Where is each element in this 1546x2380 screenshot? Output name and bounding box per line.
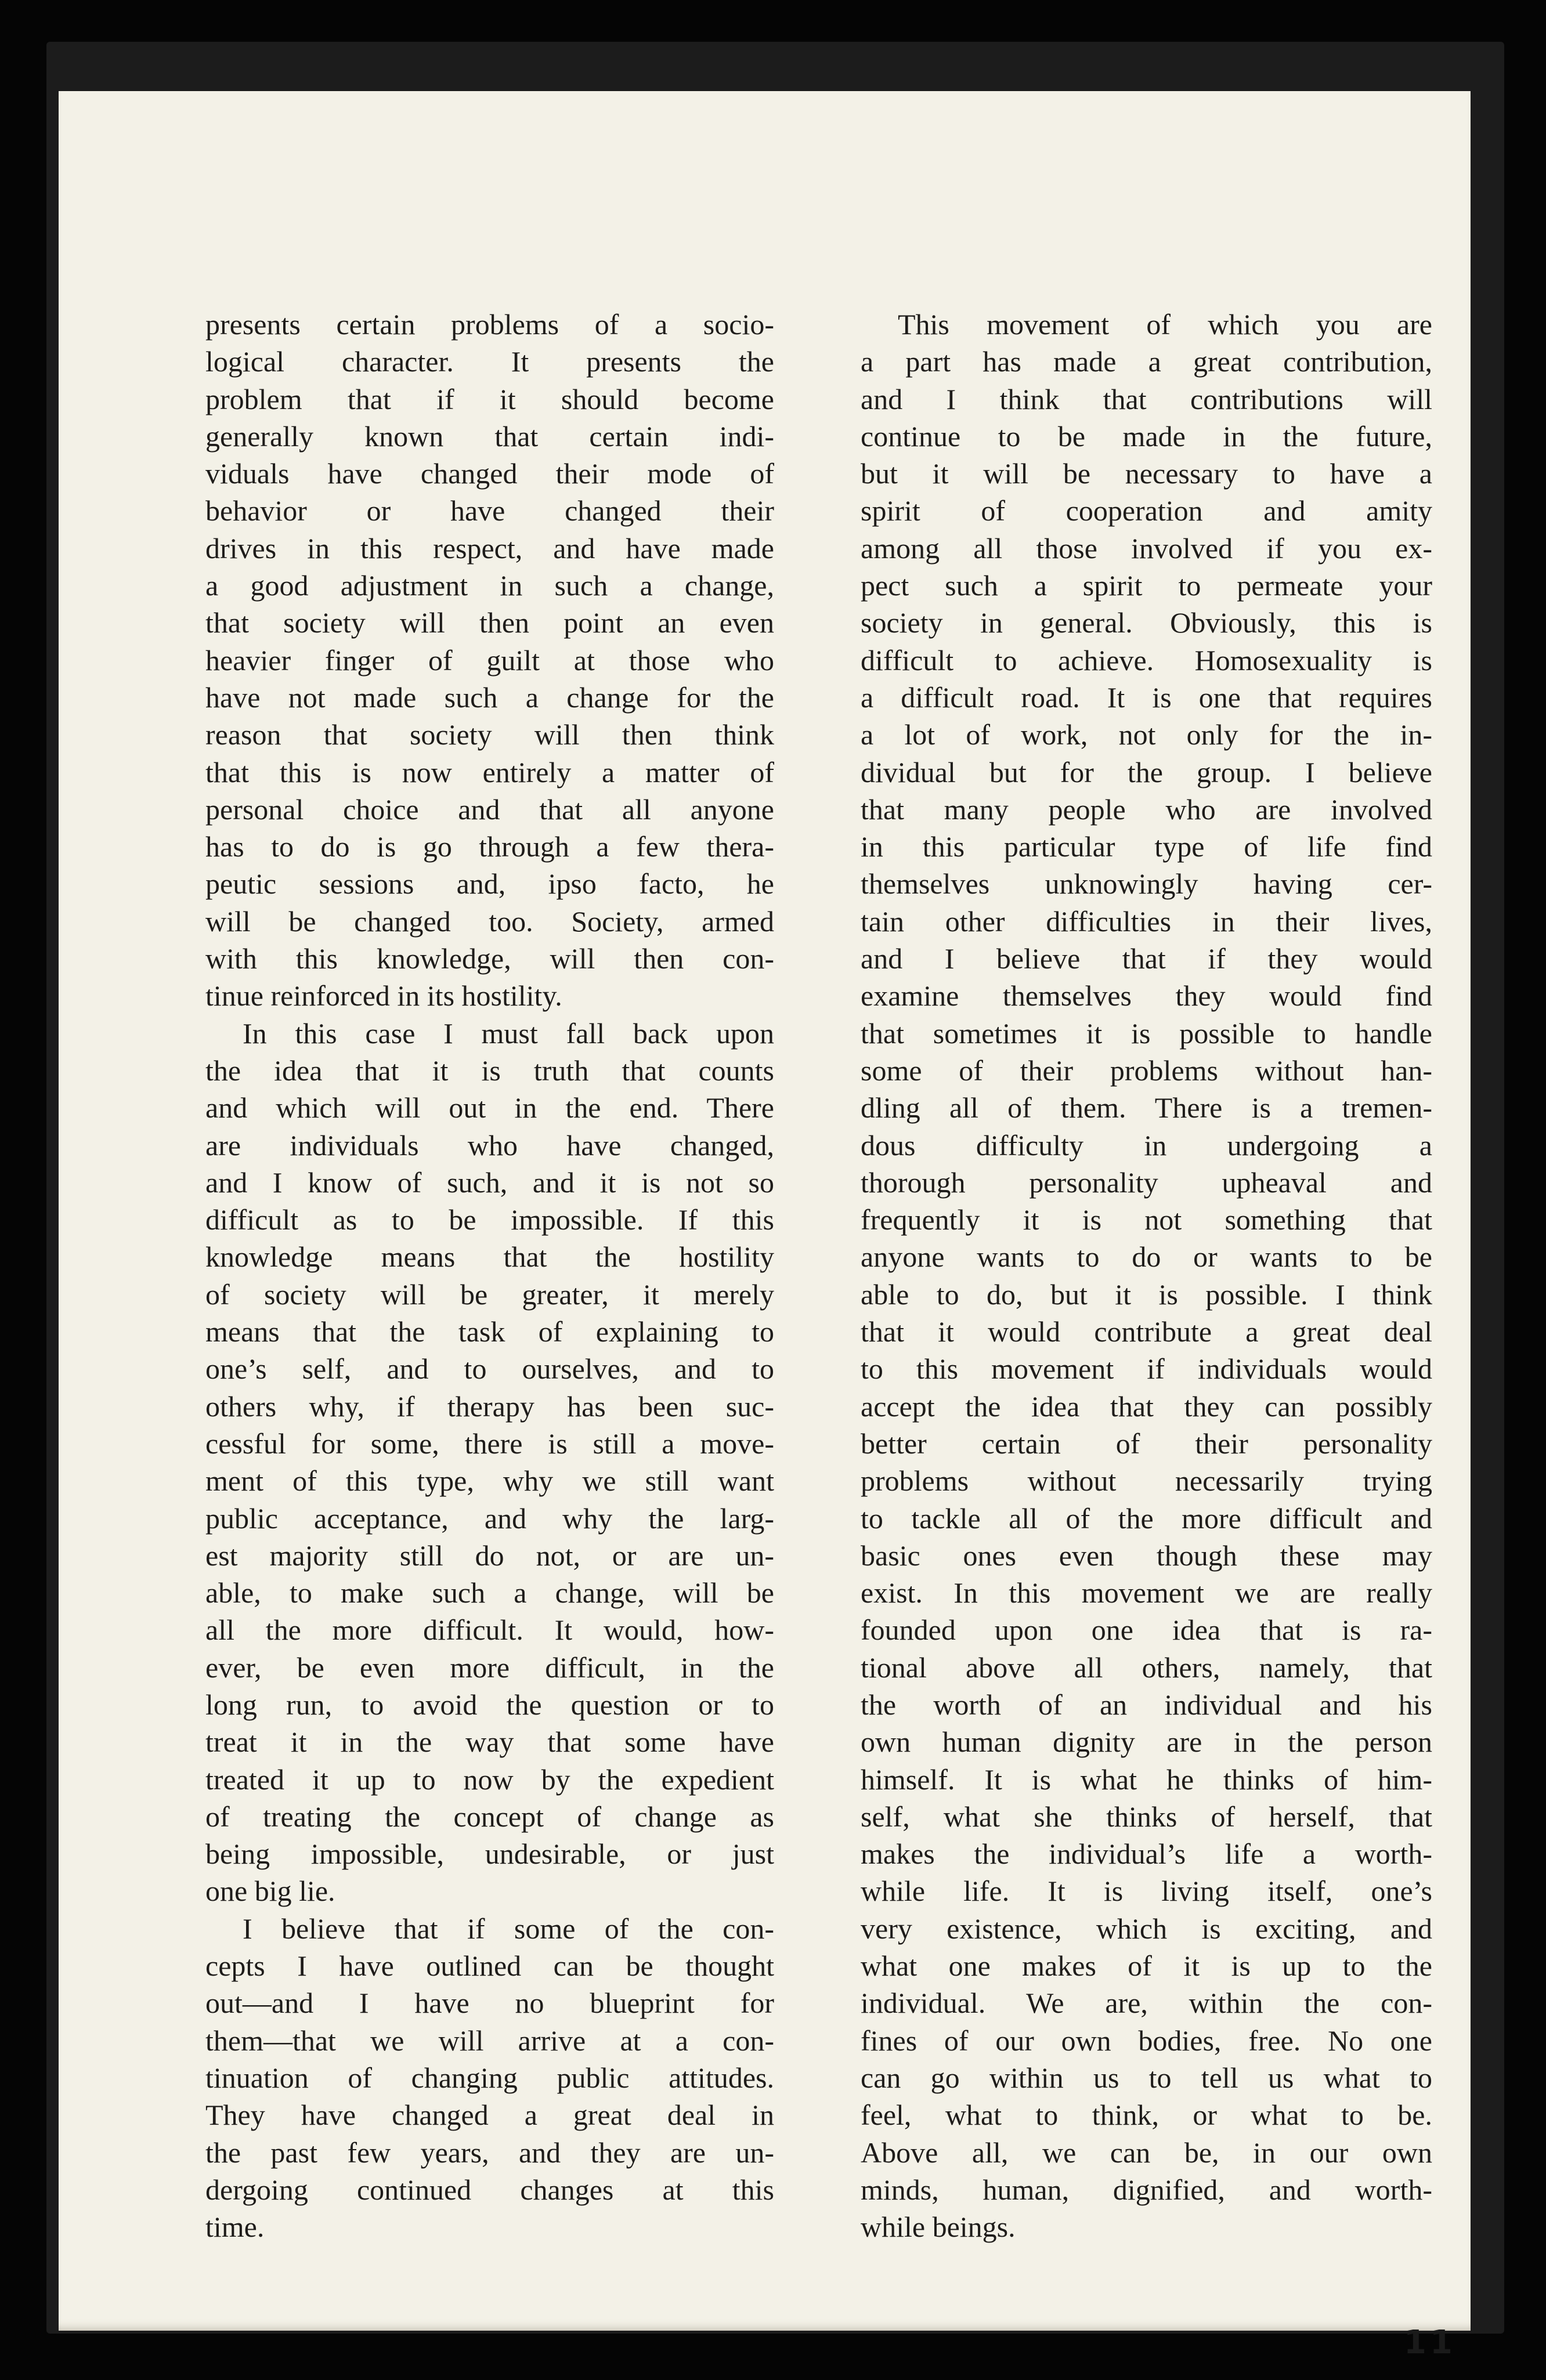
book-page bbox=[59, 91, 1471, 2361]
text-line: cessful for some, there is still a move- bbox=[205, 1427, 774, 1460]
text-line: est majority still do not, or are un- bbox=[205, 1539, 774, 1572]
text-line: dous difficulty in undergoing a bbox=[861, 1128, 1432, 1162]
text-line: dergoing continued changes at this bbox=[205, 2173, 774, 2206]
text-line: logical character. It presents the bbox=[205, 345, 774, 378]
text-line: time. bbox=[205, 2211, 265, 2244]
text-line: and which will out in the end. There bbox=[205, 1091, 774, 1124]
text-line: tional above all others, namely, that bbox=[861, 1651, 1432, 1684]
text-line: heavier finger of guilt at those who bbox=[205, 643, 774, 677]
text-line: examine themselves they would find bbox=[861, 979, 1432, 1012]
text-line: founded upon one idea that is ra- bbox=[861, 1614, 1432, 1647]
text-line: thorough personality upheaval and bbox=[861, 1166, 1432, 1199]
text-line: that it would contribute a great deal bbox=[861, 1315, 1432, 1348]
text-line: being impossible, undesirable, or just bbox=[205, 1838, 774, 1871]
text-line: a good adjustment in such a change, bbox=[205, 569, 774, 602]
text-line: minds, human, dignified, and worth- bbox=[861, 2173, 1432, 2206]
text-line: to tackle all of the more difficult and bbox=[861, 1502, 1432, 1535]
text-line: pect such a spirit to permeate your bbox=[861, 569, 1432, 602]
text-line: drives in this respect, and have made bbox=[205, 531, 774, 565]
text-line: own human dignity are in the person bbox=[861, 1726, 1432, 1759]
text-line: have not made such a change for the bbox=[205, 681, 774, 714]
text-line: all the more difficult. It would, how- bbox=[205, 1614, 774, 1647]
text-line: very existence, which is exciting, and bbox=[861, 1912, 1432, 1945]
text-line: presents certain problems of a socio- bbox=[205, 308, 774, 341]
text-line: to this movement if individuals would bbox=[861, 1352, 1432, 1386]
text-line: will be changed too. Society, armed bbox=[205, 905, 774, 938]
text-line: one big lie. bbox=[205, 1875, 335, 1908]
text-line: problems without necessarily trying bbox=[861, 1464, 1432, 1498]
text-line: tinue reinforced in its hostility. bbox=[205, 979, 562, 1012]
text-line: the past few years, and they are un- bbox=[205, 2136, 774, 2169]
text-line: cepts I have outlined can be thought bbox=[205, 1949, 774, 1983]
text-line: continue to be made in the future, bbox=[861, 419, 1432, 453]
text-line: personal choice and that all anyone bbox=[205, 793, 774, 826]
text-line: of treating the concept of change as bbox=[205, 1800, 774, 1833]
text-line: able to do, but it is possible. I think bbox=[861, 1278, 1432, 1311]
text-line: feel, what to think, or what to be. bbox=[861, 2099, 1432, 2132]
text-line: tinuation of changing public attitudes. bbox=[205, 2061, 774, 2094]
text-line: what one makes of it is up to the bbox=[861, 1949, 1432, 1983]
text-line: in this particular type of life find bbox=[861, 830, 1432, 863]
text-line: public acceptance, and why the larg- bbox=[205, 1502, 774, 1535]
text-line: Above all, we can be, in our own bbox=[861, 2136, 1432, 2169]
text-line: able, to make such a change, will be bbox=[205, 1576, 774, 1609]
text-line: treated it up to now by the expedient bbox=[205, 1763, 774, 1796]
text-line: the worth of an individual and his bbox=[861, 1688, 1432, 1721]
paragraph bbox=[205, 1015, 774, 1910]
text-line: a difficult road. It is one that requires bbox=[861, 681, 1432, 714]
text-line: while beings. bbox=[861, 2211, 1016, 2244]
text-line: and I believe that if they would bbox=[861, 942, 1432, 975]
text-line: but it will be necessary to have a bbox=[861, 457, 1432, 490]
text-line: fines of our own bodies, free. No one bbox=[861, 2024, 1432, 2057]
text-line: individual. We are, within the con- bbox=[861, 1987, 1432, 2020]
text-line: difficult as to be impossible. If this bbox=[205, 1203, 774, 1236]
paragraph bbox=[205, 306, 774, 1015]
text-line: frequently it is not something that bbox=[861, 1203, 1432, 1236]
text-line: long run, to avoid the question or to bbox=[205, 1688, 774, 1721]
text-line: that sometimes it is possible to handle bbox=[861, 1017, 1432, 1050]
text-line: are individuals who have changed, bbox=[205, 1128, 774, 1162]
text-line: out—and I have no blueprint for bbox=[205, 1987, 774, 2020]
text-line: viduals have changed their mode of bbox=[205, 457, 774, 490]
text-line: self, what she thinks of herself, that bbox=[861, 1800, 1432, 1833]
text-line: a part has made a great contribution, bbox=[861, 345, 1432, 378]
text-line: dling all of them. There is a tremen- bbox=[861, 1091, 1432, 1124]
text-line: while life. It is living itself, one’s bbox=[861, 1875, 1432, 1908]
text-line: ment of this type, why we still want bbox=[205, 1464, 774, 1498]
text-line: behavior or have changed their bbox=[205, 494, 774, 527]
text-line: difficult to achieve. Homosexuality is bbox=[861, 643, 1432, 677]
text-line: one’s self, and to ourselves, and to bbox=[205, 1352, 774, 1386]
paragraph bbox=[861, 306, 1432, 2245]
text-line: with this knowledge, will then con- bbox=[205, 942, 774, 975]
text-line: basic ones even though these may bbox=[861, 1539, 1432, 1572]
text-line: accept the idea that they can possibly bbox=[861, 1390, 1432, 1423]
text-line: treat it in the way that some have bbox=[205, 1726, 774, 1759]
text-line: some of their problems without han- bbox=[861, 1054, 1432, 1087]
text-line: This movement of which you are bbox=[898, 308, 1432, 341]
text-column-left bbox=[205, 306, 774, 2245]
text-line: a lot of work, not only for the in- bbox=[861, 718, 1432, 751]
text-line: knowledge means that the hostility bbox=[205, 1240, 774, 1274]
text-line: peutic sessions and, ipso facto, he bbox=[205, 867, 774, 900]
text-line: means that the task of explaining to bbox=[205, 1315, 774, 1348]
text-line: has to do is go through a few thera- bbox=[205, 830, 774, 863]
text-line: themselves unknowingly having cer- bbox=[861, 867, 1432, 900]
text-line: them—that we will arrive at a con- bbox=[205, 2024, 774, 2057]
text-line: spirit of cooperation and amity bbox=[861, 494, 1432, 527]
text-column-right bbox=[861, 306, 1432, 2245]
text-line: I believe that if some of the con- bbox=[243, 1912, 774, 1945]
text-line: ever, be even more difficult, in the bbox=[205, 1651, 774, 1684]
text-line: exist. In this movement we are really bbox=[861, 1576, 1432, 1609]
text-line: reason that society will then think bbox=[205, 718, 774, 751]
text-line: of society will be greater, it merely bbox=[205, 1278, 774, 1311]
text-line: among all those involved if you ex- bbox=[861, 531, 1432, 565]
text-line: In this case I must fall back upon bbox=[243, 1017, 774, 1050]
text-line: can go within us to tell us what to bbox=[861, 2061, 1432, 2094]
text-line: society in general. Obviously, this is bbox=[861, 606, 1432, 639]
text-line: They have changed a great deal in bbox=[205, 2099, 774, 2132]
text-line: anyone wants to do or wants to be bbox=[861, 1240, 1432, 1274]
text-line: and I know of such, and it is not so bbox=[205, 1166, 774, 1199]
text-line: generally known that certain indi- bbox=[205, 419, 774, 453]
text-line: others why, if therapy has been suc- bbox=[205, 1390, 774, 1423]
text-line: that this is now entirely a matter of bbox=[205, 755, 774, 788]
text-line: that many people who are involved bbox=[861, 793, 1432, 826]
text-line: problem that if it should become bbox=[205, 382, 774, 415]
text-line: the idea that it is truth that counts bbox=[205, 1054, 774, 1087]
text-line: dividual but for the group. I believe bbox=[861, 755, 1432, 788]
text-line: better certain of their personality bbox=[861, 1427, 1432, 1460]
text-line: and I think that contributions will bbox=[861, 382, 1432, 415]
text-line: makes the individual’s life a worth- bbox=[861, 1838, 1432, 1871]
text-line: himself. It is what he thinks of him- bbox=[861, 1763, 1432, 1796]
text-line: that society will then point an even bbox=[205, 606, 774, 639]
paragraph bbox=[205, 1910, 774, 2246]
text-line: tain other difficulties in their lives, bbox=[861, 905, 1432, 938]
page-number: 11 bbox=[1404, 2324, 1456, 2361]
